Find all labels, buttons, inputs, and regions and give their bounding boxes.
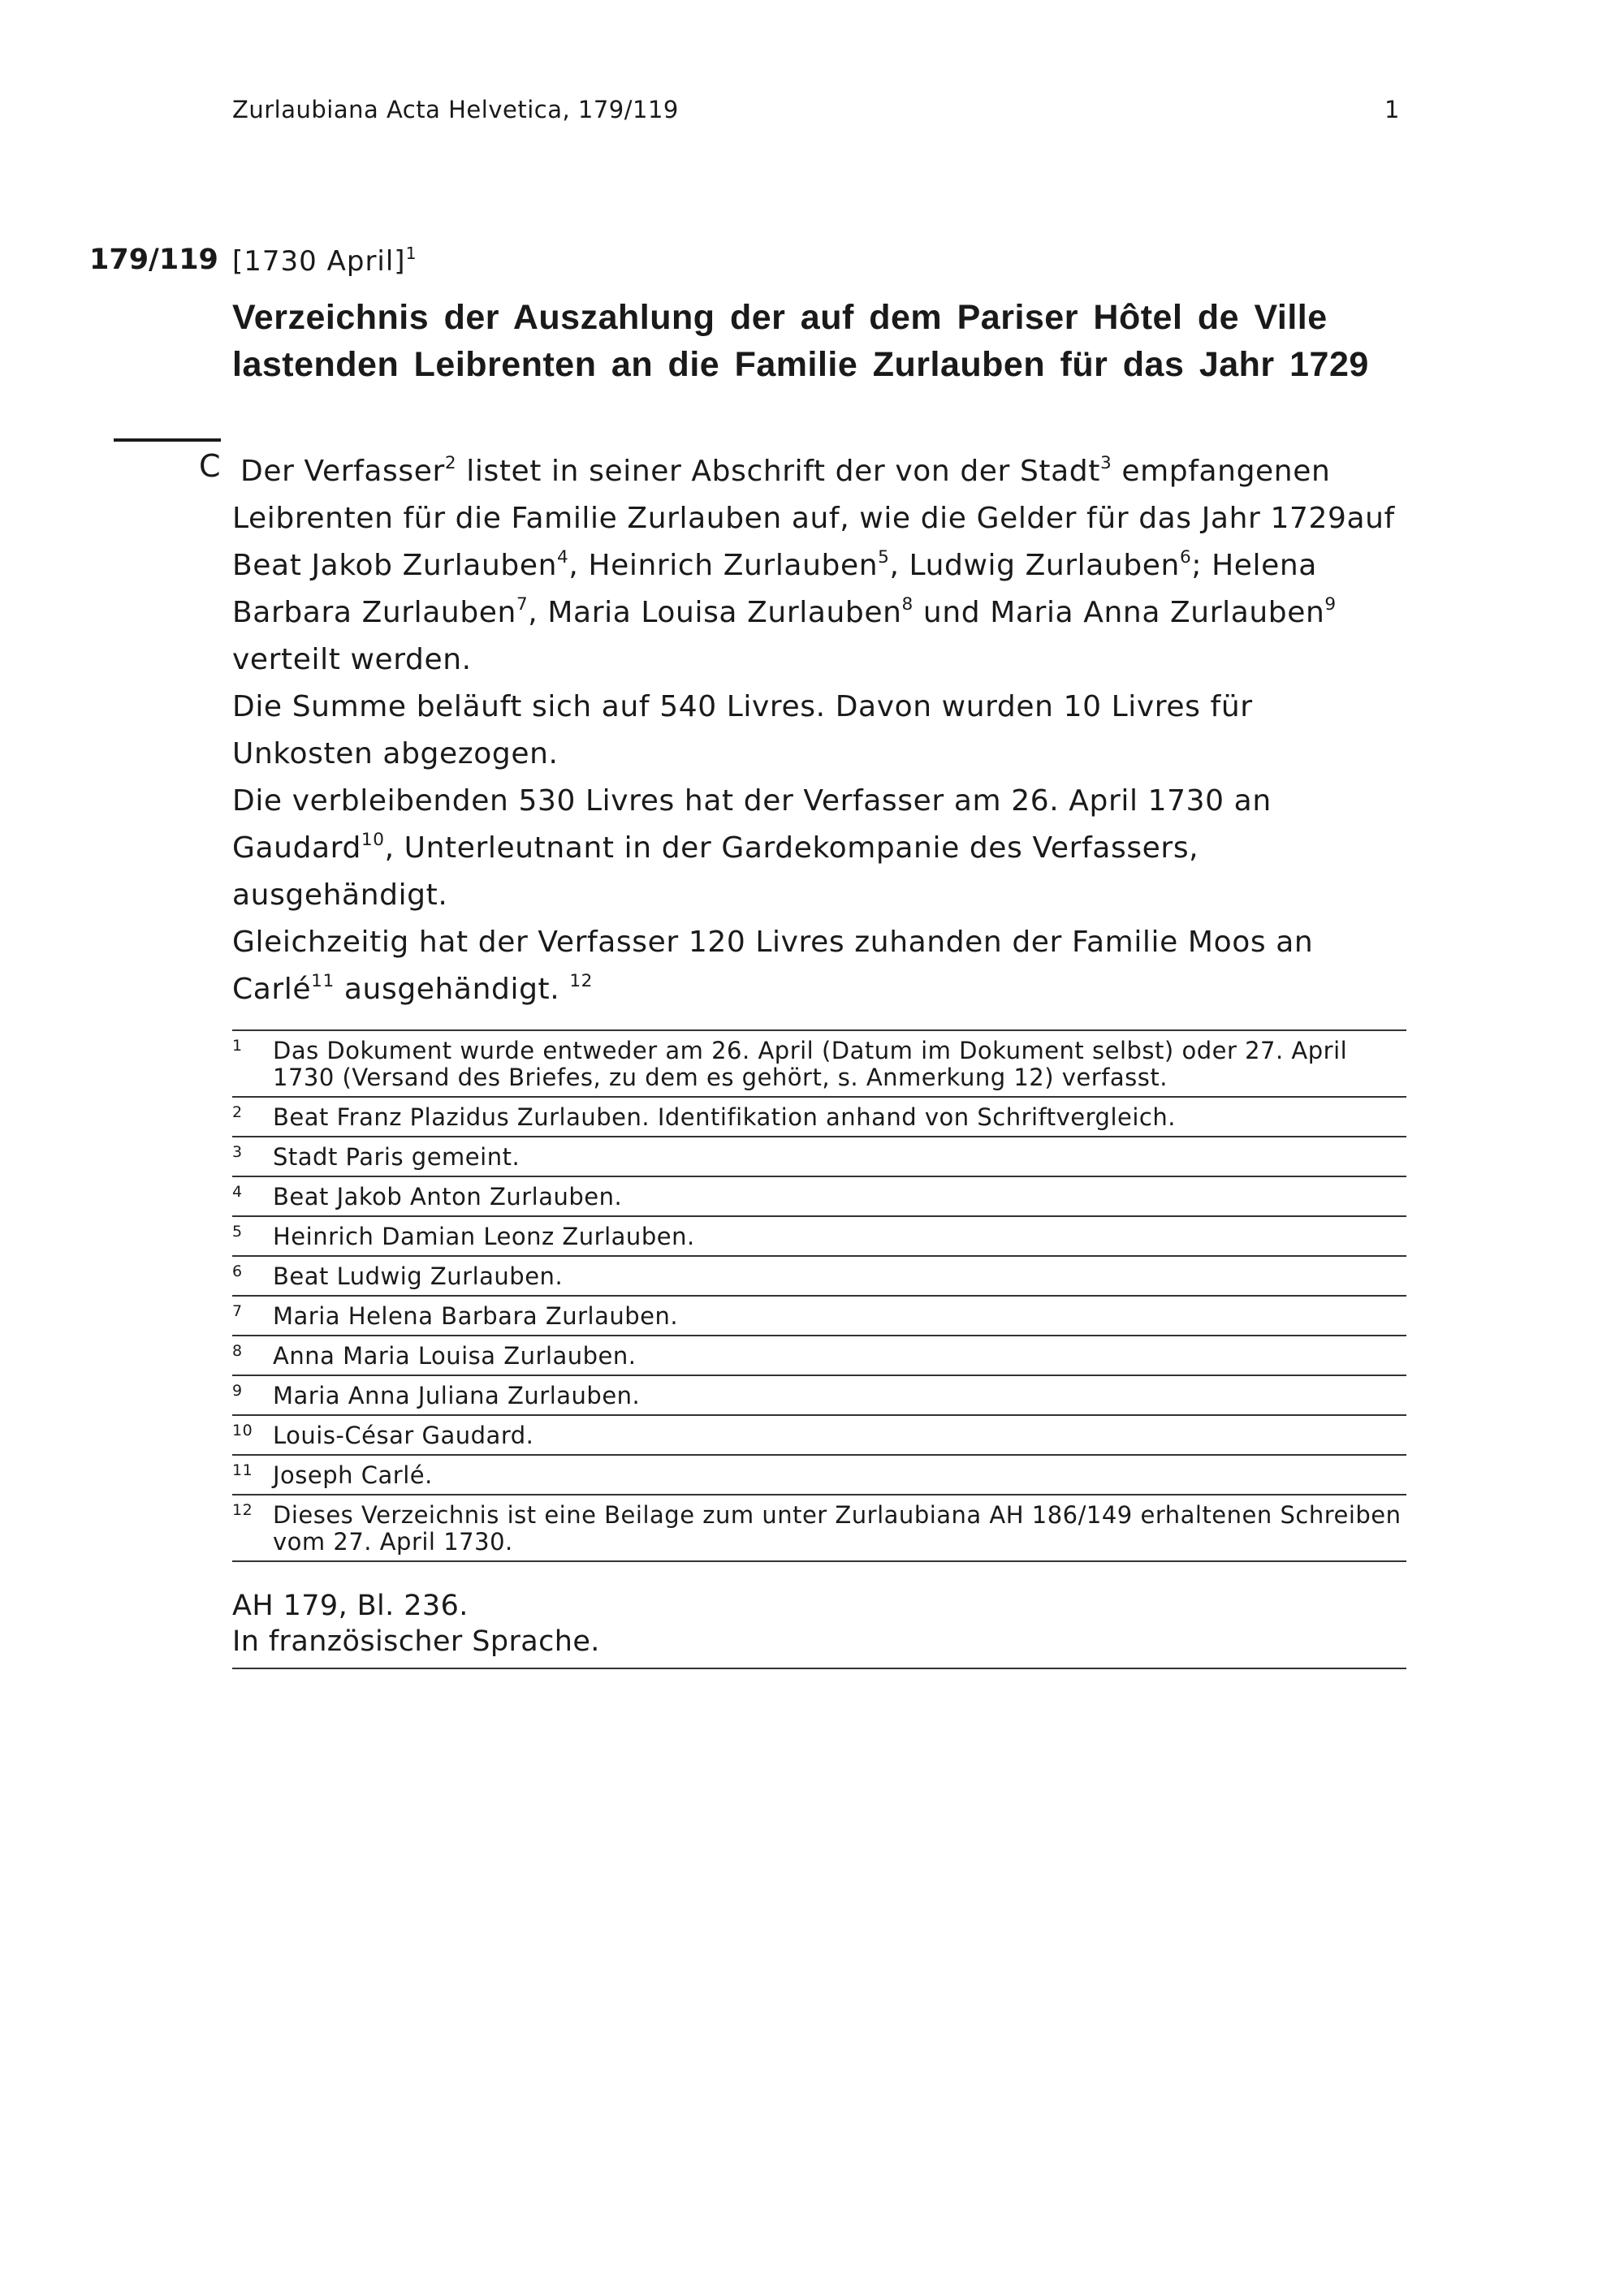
footnote-text: Dieses Verzeichnis ist eine Beilage zum unter Zurlaubiana AH 186/149 erhaltenen Schreiben vom 27. April 1730. — [273, 1501, 1402, 1556]
summary-text: Die verbleibenden 530 Livres hat der Verfasser am 26. April 1730 an Gaudard — [232, 784, 1272, 865]
footnote — [232, 1336, 1406, 1376]
footnote-text: Joseph Carlé. — [273, 1461, 433, 1489]
document-date — [232, 245, 417, 278]
running-head: Zurlaubiana Acta Helvetica, 179/119 — [232, 96, 679, 123]
summary-text: listet in seiner Abschrift der von der Stadt — [456, 455, 1100, 488]
summary-paragraph-2: Die Summe beläuft sich auf 540 Livres. Davon wurden 10 Livres für Unkosten abgezogen. — [232, 690, 1253, 770]
section-marker: C — [199, 448, 221, 484]
footnote-number: 8 — [232, 1342, 243, 1360]
document-date-text: [1730 April] — [232, 245, 406, 278]
summary-text: Der Verfasser — [240, 455, 445, 488]
footnotes — [232, 1029, 1406, 1562]
footnote-text: Maria Helena Barbara Zurlauben. — [273, 1302, 679, 1330]
footnote-number: 1 — [232, 1037, 243, 1055]
footnote-text: Beat Franz Plazidus Zurlauben. Identifikation anhand von Schriftvergleich. — [273, 1103, 1176, 1131]
footnote-text: Maria Anna Juliana Zurlauben. — [273, 1382, 641, 1409]
footnote — [232, 1495, 1406, 1562]
footnote — [232, 1217, 1406, 1257]
footnote — [232, 1297, 1406, 1336]
footnote-number: 12 — [232, 1501, 253, 1519]
footnote-ref: 12 — [569, 971, 594, 991]
title-line-1: Verzeichnis der Auszahlung der auf dem Pariser Hôtel de Ville — [232, 298, 1328, 337]
footnote-ref: 9 — [1324, 594, 1337, 615]
source-note — [232, 1588, 1406, 1669]
footnote-number: 6 — [232, 1262, 243, 1280]
footnote-ref: 10 — [361, 830, 385, 850]
footnote — [232, 1031, 1406, 1098]
footnote-text: Anna Maria Louisa Zurlauben. — [273, 1342, 637, 1370]
summary-text: , Heinrich Zurlauben — [568, 549, 879, 582]
footnote-number: 3 — [232, 1143, 243, 1161]
summary-text: verteilt werden. — [232, 643, 472, 676]
footnote-number: 7 — [232, 1302, 243, 1320]
footnote-number: 4 — [232, 1183, 243, 1201]
footnote-text: Heinrich Damian Leonz Zurlauben. — [273, 1223, 695, 1250]
footnote-text: Louis-César Gaudard. — [273, 1422, 534, 1449]
footnote — [232, 1137, 1406, 1177]
footnote-ref: 7 — [516, 594, 529, 615]
summary-text: und Maria Anna Zurlauben — [913, 596, 1325, 629]
footnote-ref: 6 — [1179, 547, 1192, 568]
footnote-text: Beat Ludwig Zurlauben. — [273, 1262, 564, 1290]
footnote-ref: 11 — [311, 971, 335, 991]
footnote-number: 11 — [232, 1461, 253, 1479]
footnote — [232, 1257, 1406, 1297]
summary-text: Gleichzeitig hat der Verfasser 120 Livres zuhanden der Familie Moos an Carlé — [232, 926, 1314, 1006]
footnote-number: 10 — [232, 1422, 253, 1439]
footnote — [232, 1416, 1406, 1456]
footnote — [232, 1098, 1406, 1137]
summary — [232, 448, 1402, 1013]
footnote-text: Beat Jakob Anton Zurlauben. — [273, 1183, 623, 1211]
footnote-number: 9 — [232, 1382, 243, 1400]
summary-text: , Unterleutnant in der Gardekompanie des Verfassers, ausgehändigt. — [232, 831, 1199, 912]
summary-text: , Ludwig Zurlauben — [889, 549, 1180, 582]
footnote-ref: 5 — [878, 547, 890, 568]
footnote — [232, 1456, 1406, 1495]
source-language: In französischer Sprache. — [232, 1625, 600, 1658]
footnote-ref: 3 — [1099, 453, 1112, 473]
summary-paragraph-3 — [232, 778, 1402, 919]
footnote-text: Das Dokument wurde entweder am 26. April (Datum im Dokument selbst) oder 27. April 1730 (Versand des Briefes, zu dem es gehört, s. Anmerkung 12) verfasst. — [273, 1037, 1348, 1091]
footnote-ref: 1 — [405, 243, 417, 263]
footnote-number: 5 — [232, 1223, 243, 1241]
page-number: 1 — [1384, 96, 1400, 123]
footnote — [232, 1177, 1406, 1217]
summary-text: ; Helena Barbara Zurlauben — [232, 549, 1317, 629]
footnote-ref: 2 — [444, 453, 457, 473]
footnote-text: Stadt Paris gemeint. — [273, 1143, 520, 1171]
document-title — [232, 294, 1418, 388]
title-line-2: lastenden Leibrenten an die Familie Zurlauben für das Jahr 1729 — [232, 345, 1369, 384]
summary-paragraph-4 — [232, 919, 1402, 1013]
footnote-number: 2 — [232, 1103, 243, 1121]
footnote-ref: 4 — [557, 547, 569, 568]
document-number: 179/119 — [89, 244, 218, 276]
section-rule — [114, 438, 221, 442]
footnote-ref: 8 — [901, 594, 914, 615]
summary-text: ausgehändigt. — [334, 973, 570, 1006]
source-reference: AH 179, Bl. 236. — [232, 1590, 469, 1622]
summary-text: empfangenen Leibrenten für die Familie Zurlauben auf, wie die Gelder für das Jahr 1729auf Beat Jakob Zurlauben — [232, 455, 1395, 582]
footnote — [232, 1376, 1406, 1416]
summary-paragraph-1 — [232, 448, 1402, 684]
summary-text: , Maria Louisa Zurlauben — [528, 596, 902, 629]
